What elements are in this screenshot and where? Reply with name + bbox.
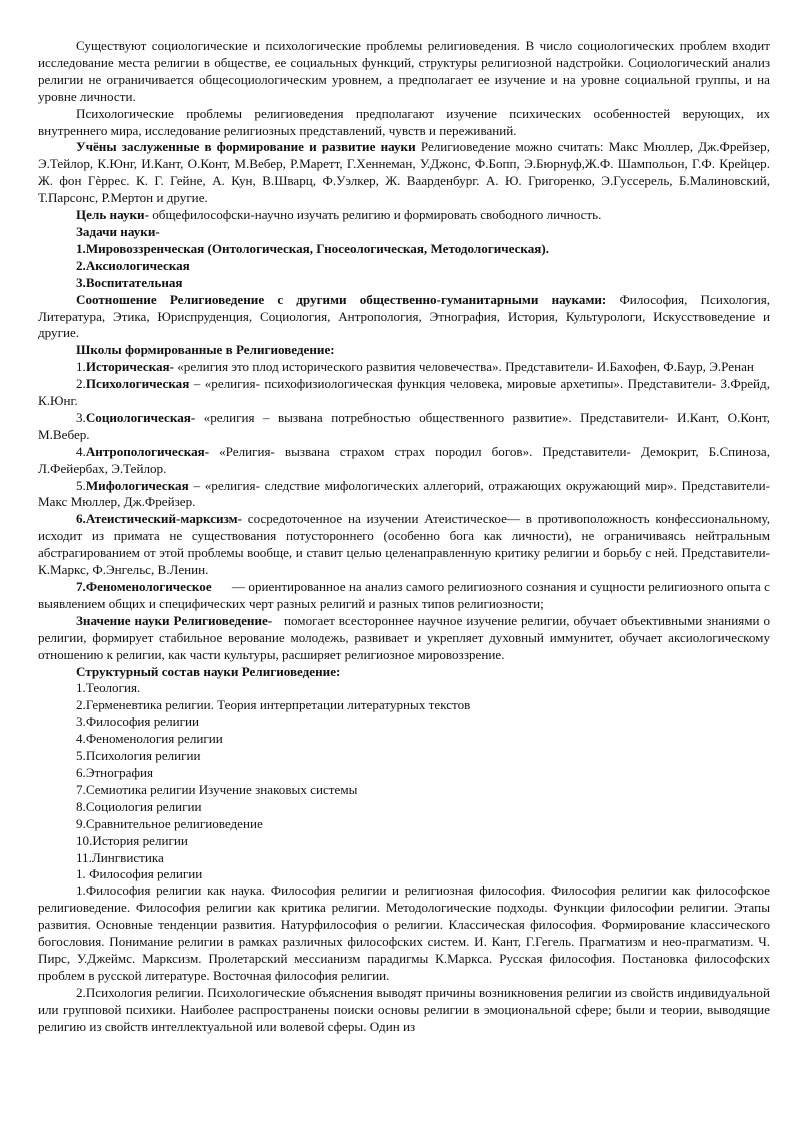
structure-item: 11.Лингвистика [76, 849, 164, 865]
school-item: 2.Психологическая – «религия- психофизиологическая функция человека, мировые архетипы». Представители- З.Фрейд, К.Юнг. [38, 376, 770, 409]
task-item: 2.Аксиологическая [76, 257, 190, 273]
school-text: – «религия- психофизиологическая функция человека, мировые архетипы». Представители- З.Фрейд, К.Юнг. [38, 376, 770, 409]
paragraph-psychological-problems: Психологические проблемы религиоведения предполагают изучение психических особенностей верующих, их внутреннего мира, исследование религиозных представлений, чувств и переживаний. [38, 105, 770, 138]
school-item: 1.Историческая- «религия это плод исторического развития человечества». Представители- И.Бахофен, Ф.Баур, Э.Ренан [76, 359, 754, 375]
school-text: сосредоточенное на изучении Атеистическое— в противоположность конфессиональному, исходит из примата не существования потустороннего (особенно бога как личности), не ограничиваясь нейтральным абстрагированием от этой проблемы вообще, и ставит целью целенаправленную критику религии и борьбу с ней. Представители- К.Маркс, Ф.Энгельс, В.Ленин. [38, 511, 770, 578]
structure-item: 2.Герменевтика религии. Теория интерпретации литературных текстов [76, 697, 471, 713]
school-text: «Религия- вызвана страхом страх породил богов». Представители- Демокрит, Б.Спиноза, Л.Фейербах, Э.Тейлор. [38, 443, 770, 476]
school-item: 6.Атеистический-марксизм- сосредоточенное на изучении Атеистическое— в противоположность конфессиональному, исходит из примата не существования потустороннего (особенно бога как личности), не ограничиваясь нейтральным абстрагированием от этой проблемы вообще, и ставит целью целенаправленную критику религии и борьбу с ней. Представители- К.Маркс, Ф.Энгельс, В.Ленин. [38, 511, 770, 578]
significance-heading: Значение науки Религиоведение- [76, 612, 273, 628]
school-name: Феноменологическое [85, 579, 212, 594]
school-name: Антропологическая- [85, 443, 210, 459]
school-item: 4.Антропологическая- «Религия- вызвана страхом страх породил богов». Представители- Демокрит, Б.Спиноза, Л.Фейербах, Э.Тейлор. [38, 443, 770, 476]
paragraph-scholars [38, 139, 770, 207]
paragraph-psychology-of-religion: 2.Психология религии. Психологические объяснения выводят причины возникновения религии из свойств индивидуальной или групповой психики. Наиболее распространены поиски основы религии в эмоциональной сфере; были и теории, выводящие религию из свойств интеллектуальной или волевой сферы. Один из [38, 984, 770, 1034]
structure-heading: Структурный состав науки Религиоведение: [76, 663, 341, 679]
goal-text: общефилософски-научно изучать религию и формировать свободного личность. [148, 207, 602, 223]
school-text: — ориентированное на анализ самого религиозного сознания и сущности религиозного опыта с выявлением общих и специфических черт разных религий и разных типов религиозности; [38, 579, 774, 611]
paragraph-significance [38, 612, 774, 664]
structure-item: 5.Психология религии [76, 748, 201, 764]
scholars-text: Религиоведение можно считать: Макс Мюллер, Дж.Фрейзер, Э.Тейлор, К.Юнг, И.Кант, О.Конт, М.Вебер, Р.Маретт, Г.Хеннеман, У.Джонс, Ф.Бопп, Э.Бюрнуф,Ж.Ф. Шампольон, Г.Ф. Крейцер. Ж. фон Гѐррес. К. Г. Гейне, А. Кун, В.Шварц, Ф.Уэлкер, Ж. Ваарденбург. А. Ю. Григоренко, Э.Гуссерель, Б.Малиновский, Т.Парсонс, Р.Мертон и другие. [38, 139, 770, 206]
significance-text: помогает всестороннее научное изучение религии, обучает объективными знаниями о религии, формирует стабильное верование молодежь, развивает и укрепляет духовный иммунитет, обучает аксиологическому отношению к религии, как части культуры, расширяет религиозное мировоззрение. [38, 612, 774, 662]
tasks-heading: Задачи науки- [76, 223, 160, 239]
school-item: 3.Социологическая- «религия – вызвана потребностью общественного развитие». Представители- И.Кант, О.Конт, М.Вебер. [38, 409, 770, 442]
section-title-philosophy: 1. Философия религии [76, 866, 203, 882]
task-item: 1.Мировоззренческая (Онтологическая, Гносеологическая, Методологическая). [76, 240, 550, 256]
structure-item: 10.История религии [76, 832, 188, 848]
school-item: 7.Феноменологическое — ориентированное на анализ самого религиозного сознания и сущности религиозного опыта с выявлением общих и специфических черт разных религий и разных типов религиозности; [38, 579, 774, 611]
school-name: Социологическая- [85, 409, 196, 425]
structure-item: 4.Феноменология религии [76, 731, 223, 747]
structure-item: 7.Семиотика религии Изучение знаковых системы [76, 781, 358, 797]
paragraph-goal [38, 207, 770, 224]
school-text: «религия это плод исторического развития человечества». Представители- И.Бахофен, Ф.Баур, Э.Ренан [173, 359, 754, 375]
school-text: – «религия- следствие мифологических аллегорий, отражающих окружающий мир». Представители- Макс Мюллер, Дж.Фрейзер. [38, 477, 770, 510]
school-item: 5.Мифологическая – «религия- следствие мифологических аллегорий, отражающих окружающий мир». Представители- Макс Мюллер, Дж.Фрейзер. [38, 477, 770, 510]
relation-text: Философия, Психология, Литература, Этика, Юриспруденция, Социология, Антропология, Этнография, История, Культурологи, Искусствоведение и другие. [38, 291, 771, 341]
school-name: Историческая- [85, 359, 174, 375]
school-name: Психологическая [85, 376, 190, 392]
scholars-heading: Учёны заслуженные в формирование и развитие науки [76, 139, 416, 155]
goal-heading: Цель науки- [76, 207, 149, 223]
school-text: «религия – вызвана потребностью общественного развитие». Представители- И.Кант, О.Конт, М.Вебер. [38, 409, 770, 442]
schools-heading: Школы формированные в Религиоведение: [76, 342, 335, 358]
structure-item: 3.Философия религии [76, 714, 200, 730]
structure-item: 8.Социология религии [76, 798, 202, 814]
paragraph-philosophy-of-religion: 1.Философия религии как наука. Философия религии и религиозная философия. Философия религии как философское религиоведение. Философия религии как критика религии. Методологические подходы. Функции философии религии. Этапы развития. Основные тенденции развития. Натурфилософия о религии. Классическая философия. Формирование классического богословия. Понимание религии в рамках различных философских систем. И. Кант, Г.Гегель. Прагматизм и нео-прагматизм. Ч. Пирс, У.Джеймс. Марксизм. Пролетарский мессианизм парадигмы К.Маркса. Русская философия. Постановка философских проблем в русской литературе. Восточная философия религии. [38, 883, 770, 983]
structure-item: 6.Этнография [76, 764, 153, 780]
school-name: Мифологическая [85, 477, 189, 493]
structure-item: 1.Теология. [76, 680, 141, 696]
paragraph-sociological-problems: Существуют социологические и психологические проблемы религиоведения. В число социологических проблем входит исследование места религии в обществе, ее социальных функций, структуры религиозной надстройки. Социологический анализ религии не ограничивается общесоциологическим уровнем, а предполагает ее изучение и на уровне социальной группы, и на уровне личности. [38, 38, 770, 104]
paragraph-relation [38, 292, 770, 343]
structure-item: 9.Сравнительное религиоведение [76, 815, 263, 831]
school-name: Атеистический-марксизм- [85, 511, 242, 527]
relation-heading: Соотношение Религиоведение с другими общественно-гуманитарными науками: [76, 291, 607, 307]
task-item: 3.Воспитательная [76, 274, 183, 290]
